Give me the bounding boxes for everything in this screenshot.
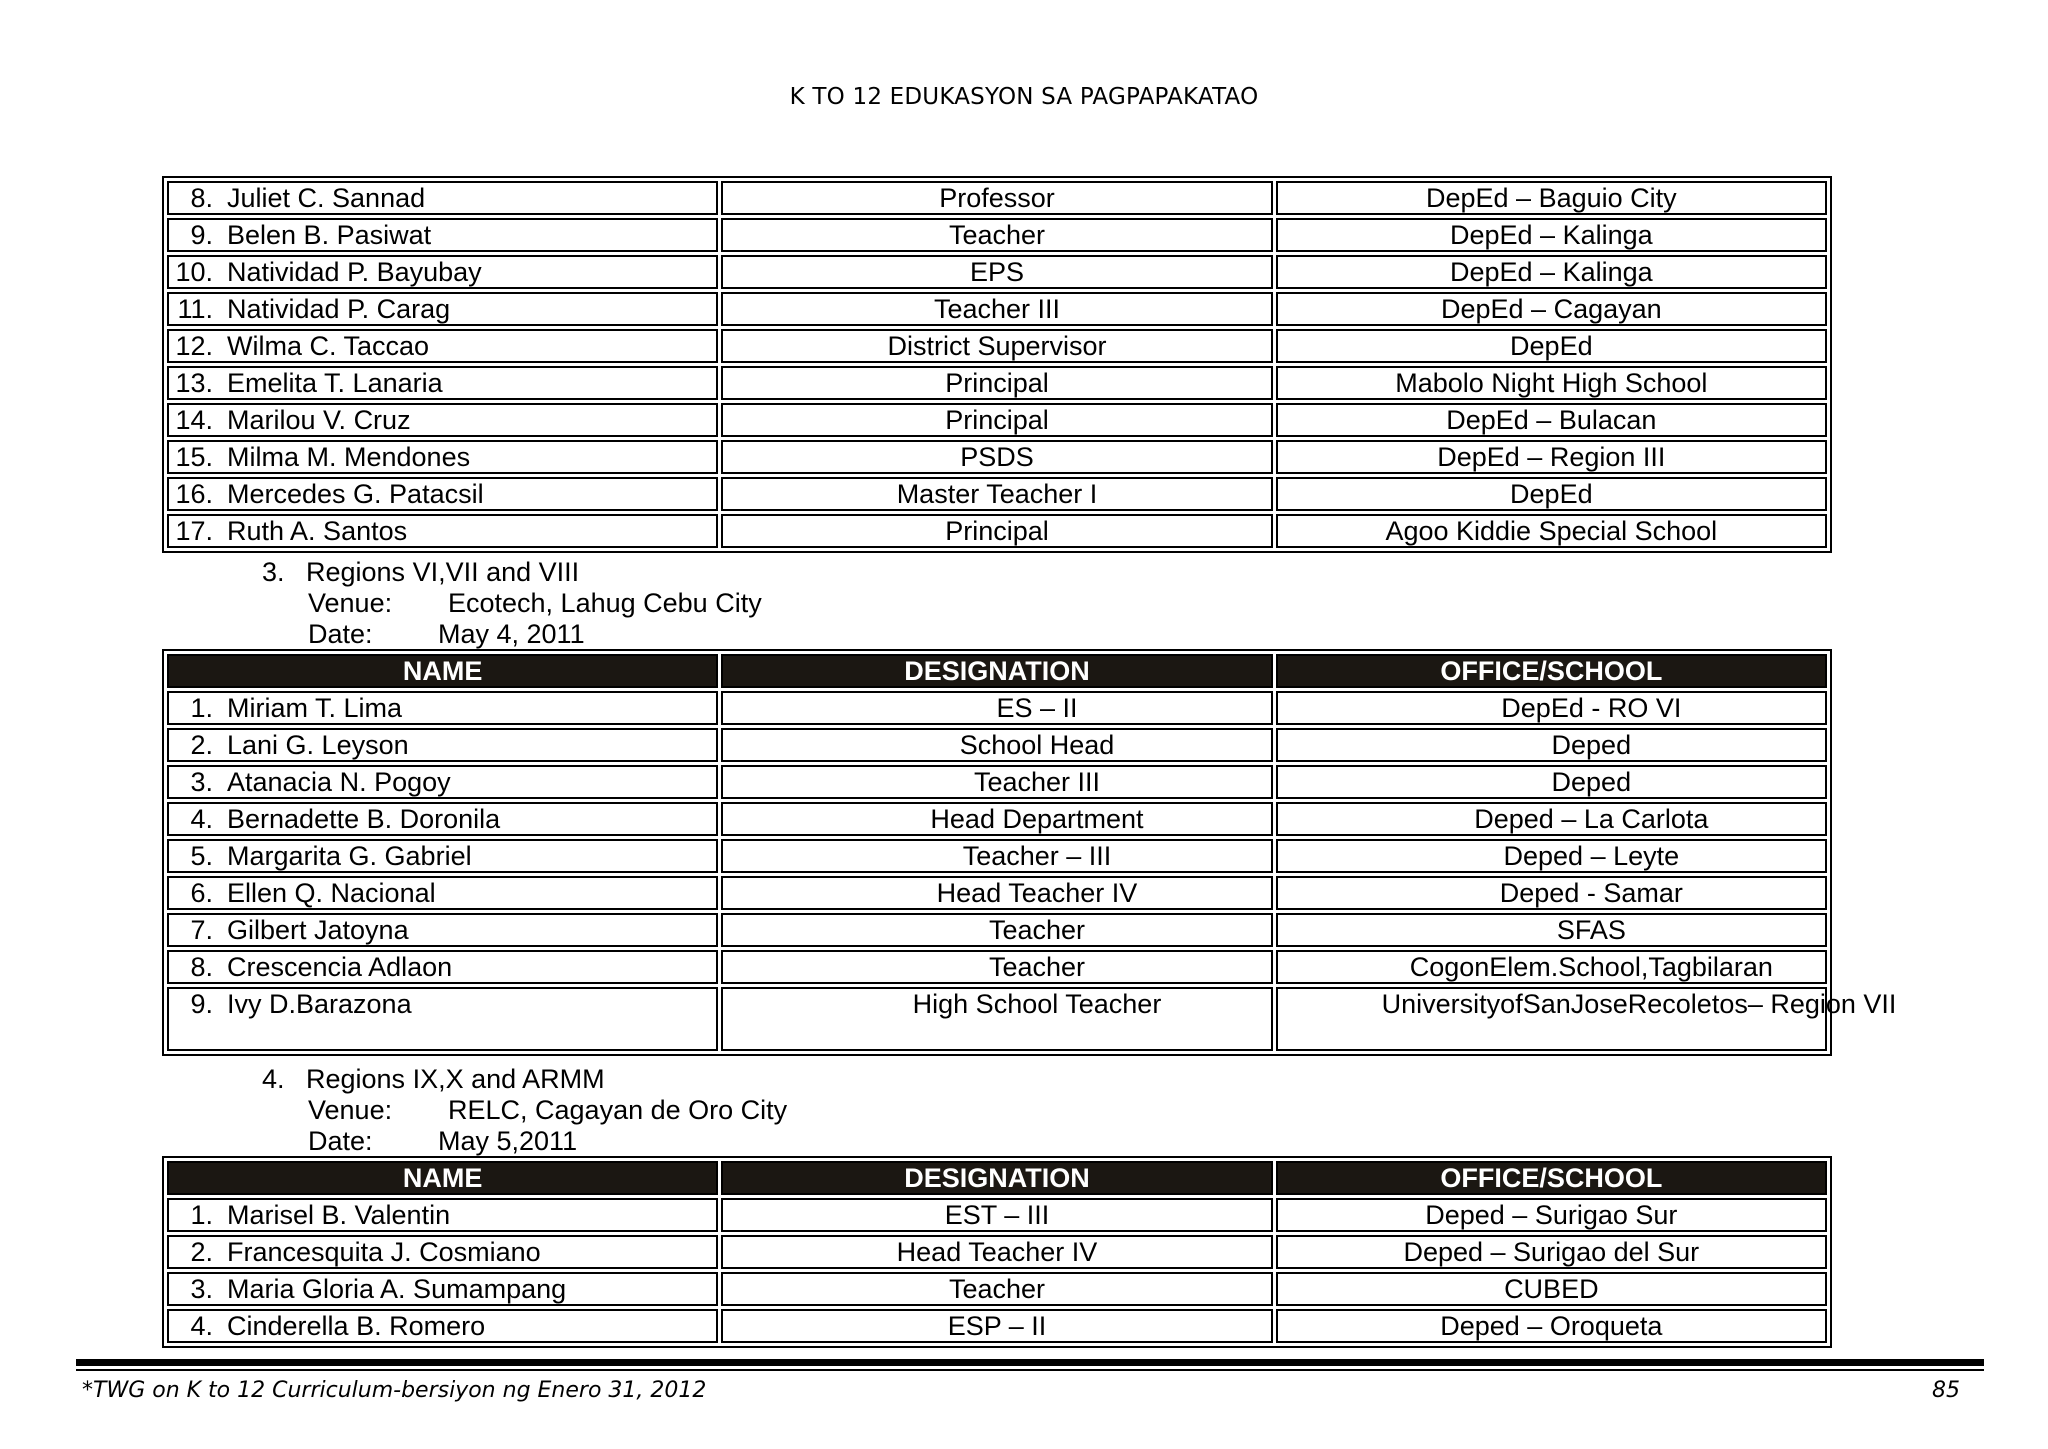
office-cell: DepEd – Kalinga (1276, 255, 1827, 289)
office-cell: SFAS (1276, 913, 1827, 947)
table-row (167, 950, 1827, 984)
designation-cell: District Supervisor (721, 329, 1272, 363)
designation-cell: Teacher (721, 1272, 1272, 1306)
column-header-office: OFFICE/SCHOOL (1276, 654, 1827, 688)
section-heading (262, 557, 762, 588)
designation-cell: Head Teacher IV (721, 1235, 1272, 1269)
date-value: May 4, 2011 (438, 619, 585, 649)
row-number: 16. (175, 479, 213, 509)
designation-cell: Head Teacher IV (721, 876, 1272, 910)
table-row (167, 477, 1827, 511)
page-header: K TO 12 EDUKASYON SA PAGPAPAKATAO (789, 84, 1259, 110)
office-cell: Deped – Oroqueta (1276, 1309, 1827, 1343)
designation-cell: Teacher – III (721, 839, 1272, 873)
person-name: Gilbert Jatoyna (227, 915, 409, 945)
name-cell (167, 913, 718, 947)
name-cell (167, 255, 718, 289)
section-heading (262, 1064, 787, 1095)
person-name: Miriam T. Lima (227, 693, 403, 723)
table-row (167, 728, 1827, 762)
designation-cell: Head Department (721, 802, 1272, 836)
name-cell (167, 876, 718, 910)
person-name: Emelita T. Lanaria (227, 368, 443, 398)
office-cell: DepEd – Region III (1276, 440, 1827, 474)
row-number: 11. (177, 294, 213, 324)
row-number: 2. (190, 730, 213, 760)
table-row (167, 329, 1827, 363)
designation-cell: PSDS (721, 440, 1272, 474)
row-number: 7. (190, 915, 213, 945)
designation-cell: Master Teacher I (721, 477, 1272, 511)
footer-note: *TWG on K to 12 Curriculum-bersiyon ng Enero 31, 2012 (82, 1378, 707, 1403)
designation-cell: Principal (721, 366, 1272, 400)
table-row (167, 987, 1827, 1051)
date-line (262, 619, 762, 650)
row-number: 10. (175, 257, 213, 287)
name-cell (167, 403, 718, 437)
office-cell: Deped – Leyte (1276, 839, 1827, 873)
name-cell (167, 218, 718, 252)
office-cell: Deped - Samar (1276, 876, 1827, 910)
name-cell (167, 802, 718, 836)
section-regions-vi-vii-viii (262, 557, 762, 650)
table-row (167, 1309, 1827, 1343)
table-row (167, 366, 1827, 400)
roster-table-section3 (162, 649, 1897, 1056)
name-cell (167, 728, 718, 762)
row-number: 14. (175, 405, 213, 435)
row-number: 9. (190, 989, 213, 1019)
name-cell (167, 950, 718, 984)
row-number: 8. (190, 952, 213, 982)
person-name: Maria Gloria A. Sumampang (227, 1274, 567, 1304)
row-number: 12. (175, 331, 213, 361)
row-number: 17. (175, 516, 213, 546)
row-number: 1. (190, 1200, 213, 1230)
table-row (167, 514, 1827, 548)
office-cell: UniversityofSanJoseRecoletos– Region VII (1276, 987, 1827, 1051)
section-title: Regions IX,X and ARMM (306, 1064, 605, 1094)
venue-line (262, 588, 762, 619)
office-cell: CUBED (1276, 1272, 1827, 1306)
designation-cell: EST – III (721, 1198, 1272, 1232)
table-row (167, 218, 1827, 252)
designation-cell: ESP – II (721, 1309, 1272, 1343)
column-header-office: OFFICE/SCHOOL (1276, 1161, 1827, 1195)
person-name: Marisel B. Valentin (227, 1200, 451, 1230)
office-cell: DepEd (1276, 329, 1827, 363)
designation-cell: School Head (721, 728, 1272, 762)
table-row (167, 839, 1827, 873)
name-cell (167, 691, 718, 725)
column-header-designation: DESIGNATION (721, 1161, 1272, 1195)
person-name: Lani G. Leyson (227, 730, 409, 760)
designation-cell: Professor (721, 181, 1272, 215)
name-cell (167, 440, 718, 474)
person-name: Atanacia N. Pogoy (227, 767, 451, 797)
row-number: 13. (175, 368, 213, 398)
designation-cell: Principal (721, 514, 1272, 548)
section-title: Regions VI,VII and VIII (306, 557, 580, 587)
office-cell: Deped – Surigao del Sur (1276, 1235, 1827, 1269)
row-number: 5. (190, 841, 213, 871)
venue-value: RELC, Cagayan de Oro City (448, 1095, 788, 1125)
roster-table-body (167, 691, 1897, 1051)
roster-table-continued (162, 176, 1832, 553)
date-label: Date: (308, 1126, 373, 1156)
date-line (262, 1126, 787, 1157)
column-header-name: NAME (167, 1161, 718, 1195)
venue-value: Ecotech, Lahug Cebu City (448, 588, 762, 618)
venue-label: Venue: (308, 1095, 393, 1125)
roster-table-section4 (162, 1156, 1832, 1348)
roster-table-body (167, 181, 1827, 548)
designation-cell: ES – II (721, 691, 1272, 725)
office-cell: Deped – Surigao Sur (1276, 1198, 1827, 1232)
table-header-row (167, 654, 1827, 688)
row-number: 3. (190, 767, 213, 797)
person-name: Wilma C. Taccao (227, 331, 430, 361)
name-cell (167, 765, 718, 799)
table-row (167, 181, 1827, 215)
footer-rule-thin (76, 1369, 1984, 1371)
person-name: Belen B. Pasiwat (227, 220, 432, 250)
office-cell: DepEd - RO VI (1276, 691, 1827, 725)
name-cell (167, 1272, 718, 1306)
person-name: Marilou V. Cruz (227, 405, 411, 435)
table-row (167, 765, 1827, 799)
name-cell (167, 1309, 718, 1343)
office-cell: Deped – La Carlota (1276, 802, 1827, 836)
designation-cell: Principal (721, 403, 1272, 437)
name-cell (167, 329, 718, 363)
designation-cell: Teacher III (721, 292, 1272, 326)
office-cell: Mabolo Night High School (1276, 366, 1827, 400)
name-cell (167, 292, 718, 326)
designation-cell: Teacher III (721, 765, 1272, 799)
name-cell (167, 366, 718, 400)
office-cell: DepEd – Bulacan (1276, 403, 1827, 437)
row-number: 8. (190, 183, 213, 213)
table-row (167, 802, 1827, 836)
office-cell: DepEd – Kalinga (1276, 218, 1827, 252)
person-name: Ellen Q. Nacional (227, 878, 436, 908)
column-header-name: NAME (167, 654, 718, 688)
office-cell: CogonElem.School,Tagbilaran (1276, 950, 1827, 984)
name-cell (167, 514, 718, 548)
office-cell: DepEd (1276, 477, 1827, 511)
office-cell: DepEd – Baguio City (1276, 181, 1827, 215)
name-cell (167, 181, 718, 215)
name-cell (167, 477, 718, 511)
row-number: 1. (190, 693, 213, 723)
row-number: 2. (190, 1237, 213, 1267)
footer-rule-thick (76, 1359, 1984, 1366)
row-number: 3. (190, 1274, 213, 1304)
row-number: 9. (190, 220, 213, 250)
column-header-designation: DESIGNATION (721, 654, 1272, 688)
person-name: Cinderella B. Romero (227, 1311, 486, 1341)
name-cell (167, 839, 718, 873)
table-row (167, 1235, 1827, 1269)
page-number: 85 (1932, 1378, 1960, 1403)
designation-cell: Teacher (721, 218, 1272, 252)
table-header-row (167, 1161, 1827, 1195)
person-name: Milma M. Mendones (227, 442, 471, 472)
person-name: Ivy D.Barazona (227, 989, 412, 1019)
person-name: Juliet C. Sannad (227, 183, 426, 213)
office-cell: Deped (1276, 728, 1827, 762)
row-number: 6. (190, 878, 213, 908)
person-name: Ruth A. Santos (227, 516, 408, 546)
section-number: 4. (262, 1064, 285, 1094)
date-label: Date: (308, 619, 373, 649)
designation-cell: EPS (721, 255, 1272, 289)
office-cell: Deped (1276, 765, 1827, 799)
person-name: Natividad P. Carag (227, 294, 451, 324)
name-cell (167, 1235, 718, 1269)
roster-table-body (167, 1198, 1827, 1343)
table-row (167, 403, 1827, 437)
designation-cell: Teacher (721, 950, 1272, 984)
venue-label: Venue: (308, 588, 393, 618)
table-row (167, 1198, 1827, 1232)
section-number: 3. (262, 557, 285, 587)
table-row (167, 691, 1827, 725)
table-row (167, 876, 1827, 910)
person-name: Bernadette B. Doronila (227, 804, 501, 834)
person-name: Mercedes G. Patacsil (227, 479, 484, 509)
venue-line (262, 1095, 787, 1126)
designation-cell: High School Teacher (721, 987, 1272, 1051)
table-row (167, 913, 1827, 947)
name-cell (167, 987, 718, 1051)
row-number: 15. (175, 442, 213, 472)
person-name: Francesquita J. Cosmiano (227, 1237, 541, 1267)
date-value: May 5,2011 (438, 1126, 578, 1156)
row-number: 4. (190, 804, 213, 834)
table-row (167, 292, 1827, 326)
person-name: Margarita G. Gabriel (227, 841, 472, 871)
section-regions-ix-x-armm (262, 1064, 787, 1157)
name-cell (167, 1198, 718, 1232)
office-cell: DepEd – Cagayan (1276, 292, 1827, 326)
person-name: Natividad P. Bayubay (227, 257, 482, 287)
office-cell: Agoo Kiddie Special School (1276, 514, 1827, 548)
person-name: Crescencia Adlaon (227, 952, 453, 982)
table-row (167, 1272, 1827, 1306)
table-row (167, 255, 1827, 289)
designation-cell: Teacher (721, 913, 1272, 947)
table-row (167, 440, 1827, 474)
row-number: 4. (190, 1311, 213, 1341)
